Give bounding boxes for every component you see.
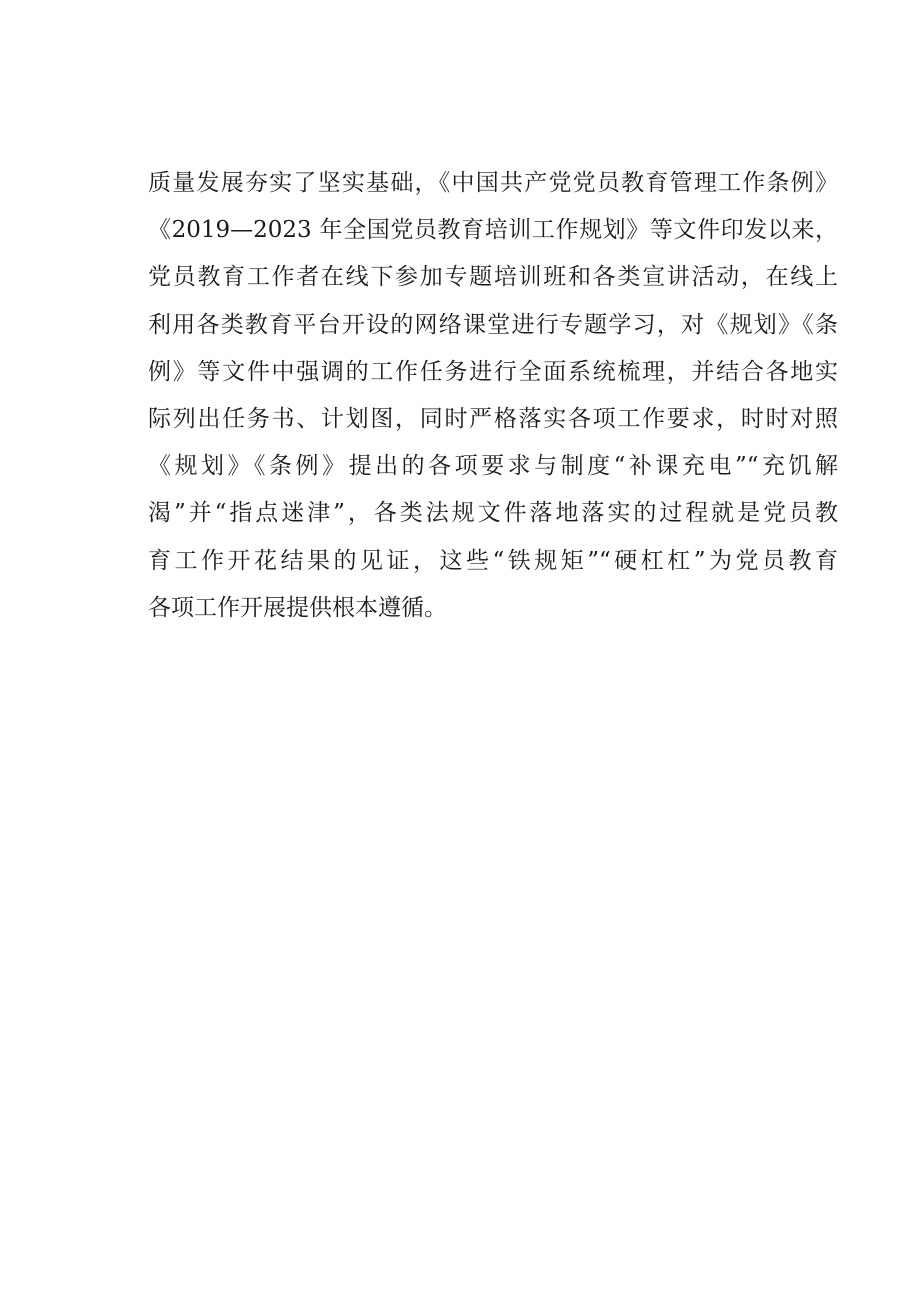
- text-line: 际列出任务书、计划图，同时严格落实各项工作要求，时时对照: [148, 405, 838, 432]
- text-line: 质量发展夯实了坚实基础，《中国共产党党员教育管理工作条例》: [148, 170, 838, 196]
- text-line: 利用各类教育平台开设的网络课堂进行专题学习，对《规划》《条: [148, 311, 838, 338]
- text-line: 党员教育工作者在线下参加专题培训班和各类宣讲活动，在线上: [148, 264, 838, 291]
- text-line: 《2019—2023 年全国党员教育培训工作规划》等文件印发以来，: [148, 217, 838, 244]
- text-line: 各项工作开展提供根本遵循。: [148, 594, 447, 621]
- text-line: 例》等文件中强调的工作任务进行全面系统梳理，并结合各地实: [148, 358, 838, 385]
- body-paragraph: [148, 160, 838, 632]
- text-line: 育工作开花结果的见证，这些“铁规矩”“硬杠杠”为党员教育: [148, 547, 838, 574]
- text-line: 渴”并“指点迷津”，各类法规文件落地落实的过程就是党员教: [148, 500, 838, 527]
- text-line: 《规划》《条例》提出的各项要求与制度“补课充电”“充饥解: [148, 453, 838, 480]
